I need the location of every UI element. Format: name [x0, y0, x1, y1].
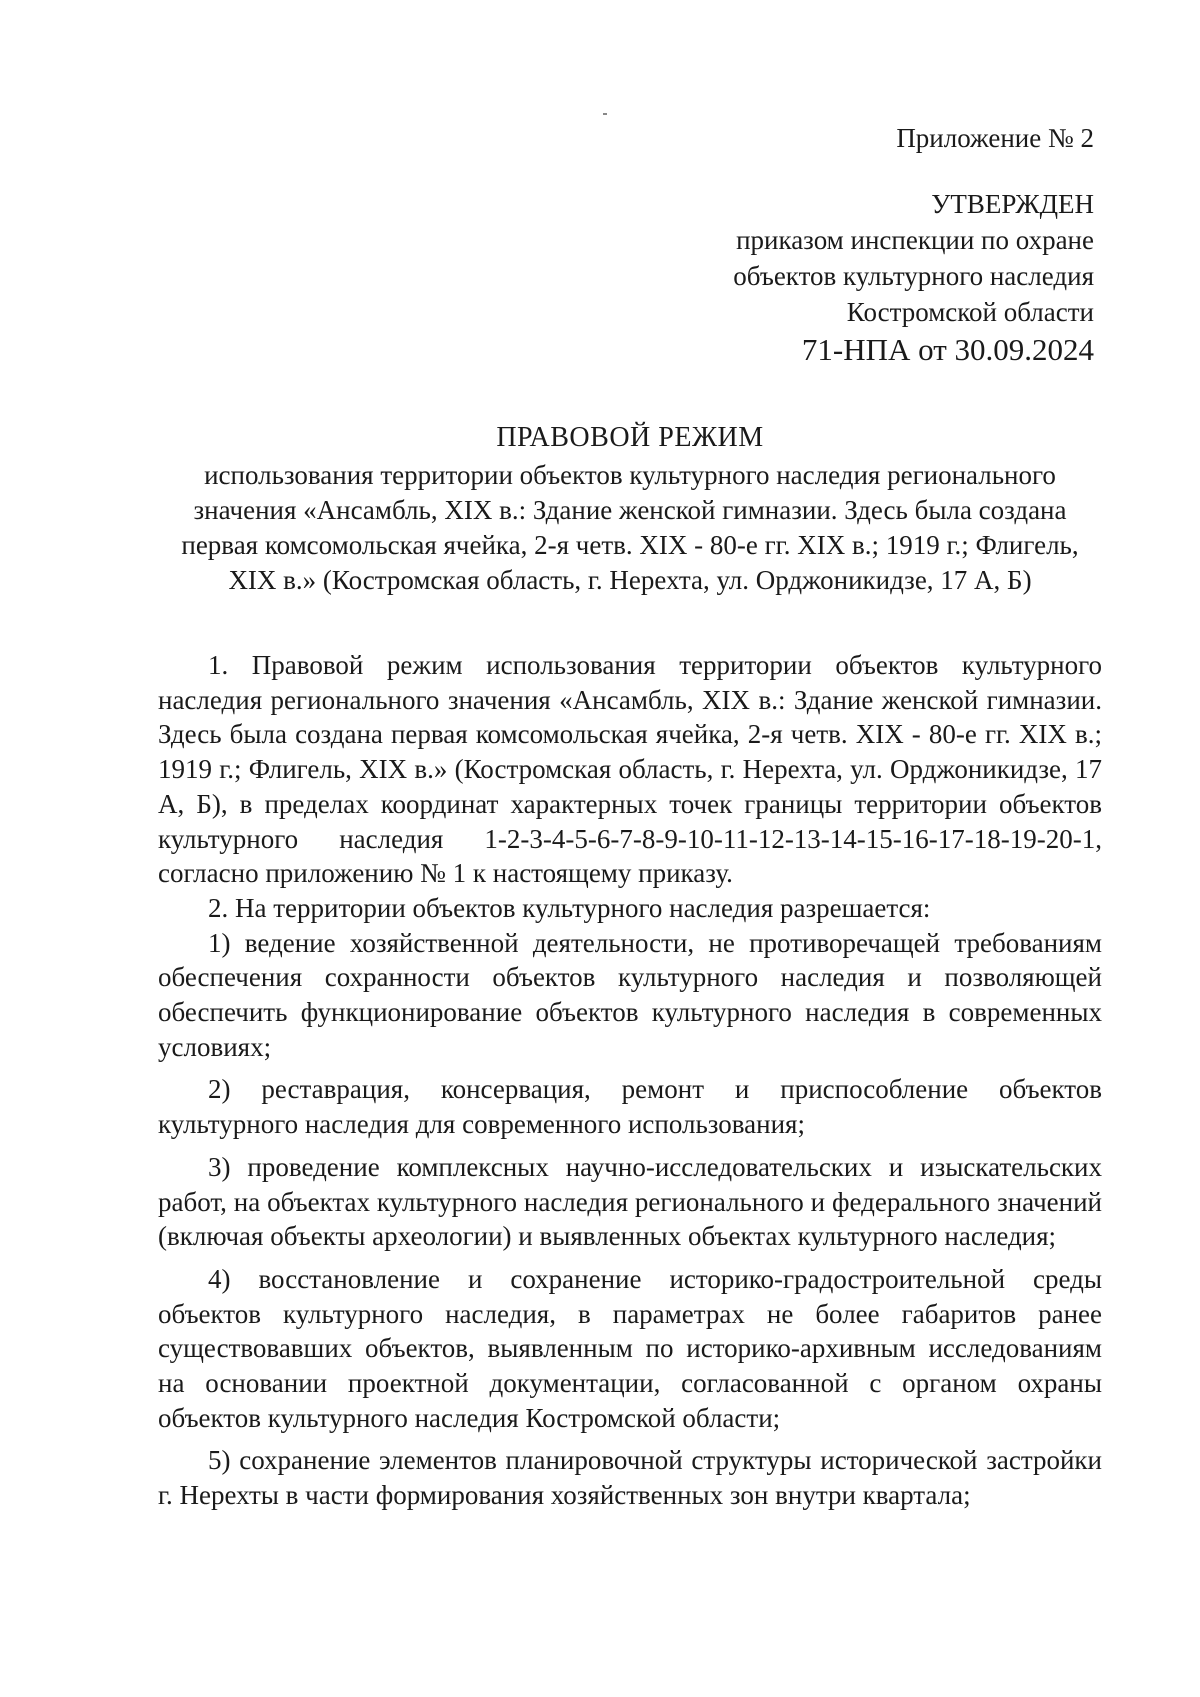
list-item-1: 1) ведение хозяйственной деятельности, не противоречащей требованиям обеспечения сохранности объектов культурного наследия и позволяющей обеспечить функционирование объектов культурного наследия в современных условиях;	[158, 927, 1102, 1062]
list-item-4: 4) восстановление и сохранение историко-градостроительной среды объектов культурного наследия, в параметрах не более габаритов ранее существовавших объектов, выявленным по историко-архивным исследованиям на основании проектной документации, согласованной с органом охраны объектов культурного наследия Костромской области;	[158, 1263, 1102, 1433]
appendix-label: Приложение № 2	[896, 123, 1094, 153]
list-item-3: 3) проведение комплексных научно-исследовательских и изыскательских работ, на объектах культурного наследия регионального и федерального значений (включая объекты археологии) и выявленных объектах культурного наследия;	[158, 1151, 1102, 1252]
list-item-5: 5) сохранение элементов планировочной структуры исторической застройки г. Нерехты в части формирования хозяйственных зон внутри квартала;	[158, 1445, 1102, 1511]
order-number: 71-НПА от 30.09.2024	[801, 332, 1094, 367]
approved-title: УТВЕРЖДЕН	[931, 189, 1094, 219]
document-body	[158, 648, 1102, 1513]
document-subtitle: использования территории объектов культурного наследия регионального значения «Ансамбль, XIX в.: Здание женской гимназии. Здесь была создана первая комсомольская ячейка, 2-я четв. XIX - 80-е гг. XIX в.; 1919 г.; Флигель, XIX в.» (Костромская область, г. Нерехта, ул. Орджоникидзе, 17 А, Б)	[181, 460, 1079, 595]
paragraph-2: 2. На территории объектов культурного наследия разрешается:	[208, 892, 931, 923]
document-title-block	[160, 420, 1100, 598]
approved-line-3: Костромской области	[846, 297, 1094, 327]
scan-speck	[603, 113, 607, 115]
paragraph-1: 1. Правовой режим использования территории объектов культурного наследия регионального значения «Ансамбль, XIX в.: Здание женской гимназии. Здесь была создана первая комсомольская ячейка, 2-я четв. XIX - 80-е гг. XIX в.; 1919 г.; Флигель, XIX в.» (Костромская область, г. Нерехта, ул. Орджоникидзе, 17 А, Б), в пределах координат характерных точек границы территории объектов культурного наследия 1-2-3-4-5-6-7-8-9-10-11-12-13-14-15-16-17-18-19-20-1, согласно приложению № 1 к настоящему приказу.	[158, 650, 1102, 889]
approved-line-2: объектов культурного наследия	[733, 261, 1094, 291]
document-title: ПРАВОВОЙ РЕЖИМ	[496, 422, 764, 453]
approval-header	[733, 120, 1094, 370]
approved-line-1: приказом инспекции по охране	[736, 225, 1094, 255]
list-item-2: 2) реставрация, консервация, ремонт и приспособление объектов культурного наследия для современного использования;	[158, 1074, 1102, 1140]
